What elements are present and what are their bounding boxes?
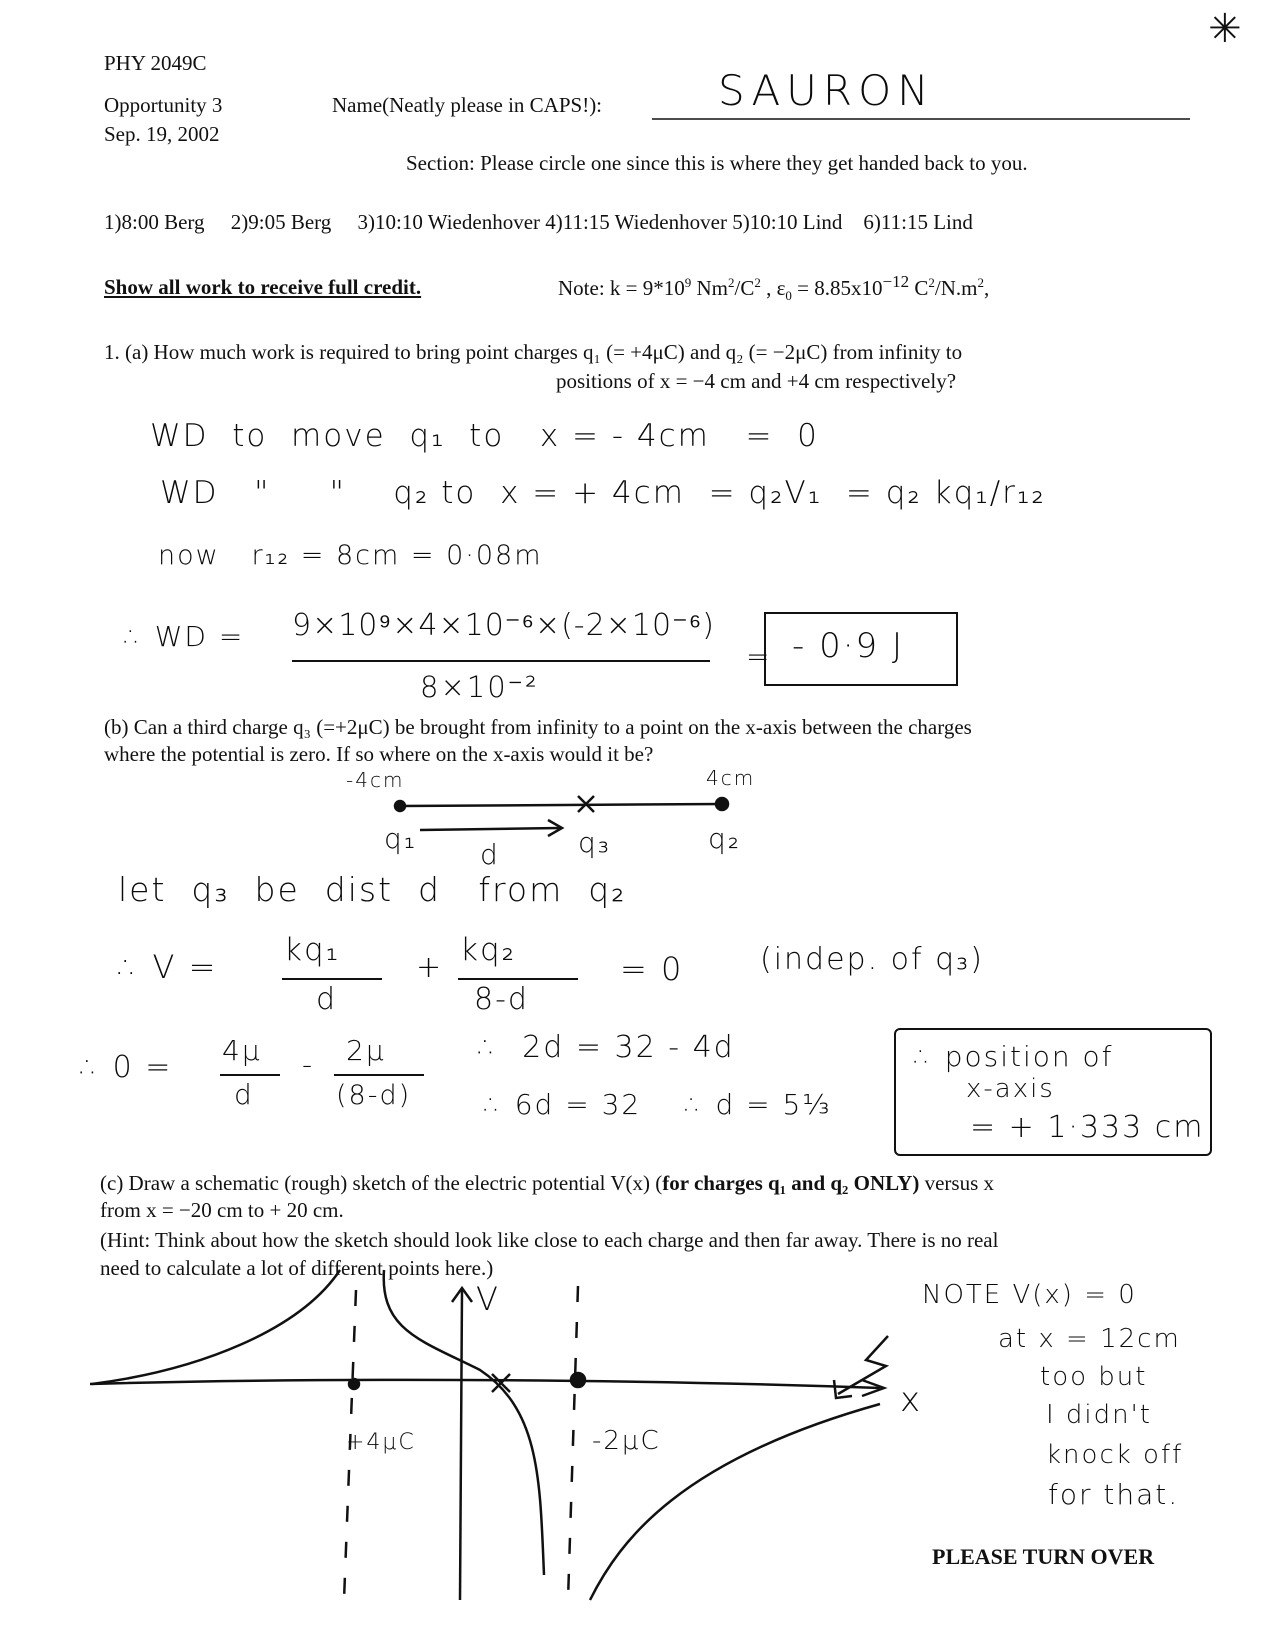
q1b-prompt-line1: (b) Can a third charge q₃ (=+2μC) be brought from infinity to a point on the x-axis between the charges	[104, 715, 972, 739]
q1a-prompt-line1: 1. (a) How much work is required to bring point charges q₁ (= +4μC) and q₂ (= −2μC) from infinity to	[104, 340, 963, 364]
name-label: Name(Neatly please in CAPS!):	[332, 93, 603, 117]
q1b-work-plus: +	[416, 950, 444, 985]
sketch-axis-line	[400, 804, 722, 806]
graph-x-axis-label: x	[900, 1380, 923, 1420]
grader-arrow-head	[834, 1380, 852, 1398]
grader-note-line4: I didn't	[1046, 1400, 1152, 1430]
q1a-work-line2: WD " " q₂ to x = + 4cm = q₂V₁ = q₂ kq₁/r₁₂	[160, 475, 1046, 511]
graph-x-axis	[90, 1380, 880, 1388]
graph-curve-left-branch	[92, 1270, 340, 1384]
sketch-q3-label: q₃	[578, 826, 611, 859]
q1a-prompt-line2: positions of x = −4 cm and +4 cm respectively?	[556, 369, 957, 393]
q1b-work-den3: d	[234, 1078, 254, 1111]
q1b-fraction-bar1	[282, 978, 382, 980]
q1a-work-line1: WD to move q₁ to x = - 4cm = 0	[150, 418, 819, 454]
graph-v-arrow	[452, 1288, 472, 1302]
q1b-work-den2: 8-d	[474, 982, 529, 1017]
sketch-q1-label: q₁	[384, 822, 417, 855]
q1b-fraction-bar2	[458, 978, 578, 980]
q1b-fraction-bar3	[220, 1074, 280, 1076]
sketch-arrow-head	[548, 820, 562, 836]
q1c-prompt-line4: need to calculate a lot of different points here.)	[100, 1256, 494, 1280]
q1b-work-num1: kq₁	[284, 932, 341, 968]
q1b-work-num3: 4μ	[222, 1034, 262, 1067]
q1c-prompt-line2: from x = −20 cm to + 20 cm.	[100, 1198, 344, 1222]
sketch-q2-label: q₂	[708, 822, 741, 855]
grader-note-line2: at x = 12cm	[998, 1324, 1181, 1354]
graph-v-axis-label: V	[476, 1280, 500, 1318]
q1a-equals: =	[746, 640, 772, 673]
sketch-left-position: -4cm	[346, 768, 405, 792]
sketch-q1-dot	[395, 801, 405, 811]
q1b-answer-line2: x-axis	[966, 1074, 1055, 1104]
sketch-cross-b	[578, 796, 594, 812]
q1b-answer-box	[894, 1028, 1212, 1156]
q1b-prompt-line2: where the potential is zero. If so where on the x-axis would it be?	[104, 742, 654, 766]
exam-date: Sep. 19, 2002	[104, 122, 220, 146]
graph-right-charge-dot	[571, 1373, 585, 1387]
student-name: SAURON	[718, 66, 935, 115]
constants-note: Note: $k = 9*10^9$ $Nm^2/C^2$ , $\varepsilon_0 = 8.85x10^{-12}$ $C^2/N.m^2$,	[558, 272, 990, 304]
q1b-work-eq-zero: = 0	[620, 950, 684, 988]
grader-note-line6: for that.	[1048, 1478, 1180, 1511]
graph-left-charge-label: +4μC	[346, 1430, 416, 1455]
q1b-work-line3c: ∴ 6d = 32 ∴ d = 5⅓	[484, 1088, 832, 1121]
q1b-work-num4: 2μ	[346, 1034, 386, 1067]
q1b-work-zero-prefix: ∴ 0 =	[80, 1050, 173, 1085]
opportunity-label: Opportunity 3	[104, 93, 223, 117]
graph-zero-cross-b	[492, 1374, 510, 1392]
graph-left-charge-dot	[349, 1379, 359, 1389]
sketch-arrow-shaft	[420, 828, 560, 830]
sketch-right-position: 4cm	[706, 766, 756, 790]
q1b-work-v-prefix: ∴ V =	[118, 948, 218, 986]
q1b-work-num2: kq₂	[460, 932, 517, 968]
grader-note-line3: too but	[1040, 1362, 1148, 1392]
course-code: PHY 2049C	[104, 51, 207, 75]
graph-asymptote-right	[568, 1286, 578, 1600]
q1b-work-den4: (8-d)	[336, 1080, 412, 1111]
show-work-instruction: Show all work to receive full credit.	[104, 275, 422, 299]
q1a-work-numerator: 9×10⁹×4×10⁻⁶×(-2×10⁻⁶)	[292, 608, 715, 643]
q1a-work-line3: now r₁₂ = 8cm = 0·08m	[158, 540, 543, 571]
grader-note-line5: knock off	[1046, 1440, 1184, 1470]
section-options: 1)8:00 Berg 2)9:05 Berg 3)10:10 Wiedenhover 4)11:15 Wiedenhover 5)10:10 Lind 6)11:15 Lind	[104, 210, 973, 234]
q1a-fraction-bar	[292, 660, 710, 662]
q1b-fraction-bar4	[334, 1074, 424, 1076]
q1a-answer: - 0·9 J	[792, 626, 904, 666]
q1b-work-line3b: ∴ 2d = 32 - 4d	[478, 1030, 735, 1065]
q1b-answer-line3: = + 1·333 cm	[970, 1110, 1205, 1145]
asterisk-mark: ✳	[1208, 6, 1242, 52]
q1b-charge-sketch	[395, 796, 728, 836]
grader-arrow-zigzag	[838, 1336, 888, 1394]
q1a-answer-box	[764, 612, 958, 686]
q1a-work-denominator: 8×10⁻²	[420, 670, 539, 704]
turn-over-notice: PLEASE TURN OVER	[932, 1544, 1155, 1569]
graph-zero-cross-a	[492, 1374, 510, 1392]
q1c-prompt-line1: (c) Draw a schematic (rough) sketch of the electric potential V(x) (for charges q₁ and q₂ ONLY) versus x	[100, 1171, 995, 1195]
graph-v-axis	[460, 1290, 462, 1600]
q1b-work-minus: -	[302, 1048, 315, 1081]
q1c-prompt-line3: (Hint: Think about how the sketch should look like close to each charge and then far away. There is no real	[100, 1228, 999, 1252]
q1b-work-den1: d	[316, 982, 338, 1017]
graph-curve-middle-branch	[384, 1270, 544, 1575]
section-note: Section: Please circle one since this is where they get handed back to you.	[406, 151, 1028, 175]
q1b-work-note: (indep. of q₃)	[760, 942, 984, 977]
q1b-work-line1: let q₃ be dist d from q₂	[118, 870, 627, 909]
graph-x-arrow	[862, 1380, 884, 1396]
q1a-work-prefix: ∴ WD =	[124, 620, 245, 653]
graph-right-charge-label: -2μC	[592, 1426, 661, 1456]
sketch-q2-dot	[716, 798, 728, 810]
sketch-d-label: d	[480, 838, 500, 871]
potential-graph	[90, 1270, 888, 1600]
q1b-answer-line1: ∴ position of	[914, 1040, 1114, 1073]
grader-note-line1: NOTE V(x) = 0	[922, 1280, 1137, 1310]
sketch-cross-a	[578, 796, 594, 812]
